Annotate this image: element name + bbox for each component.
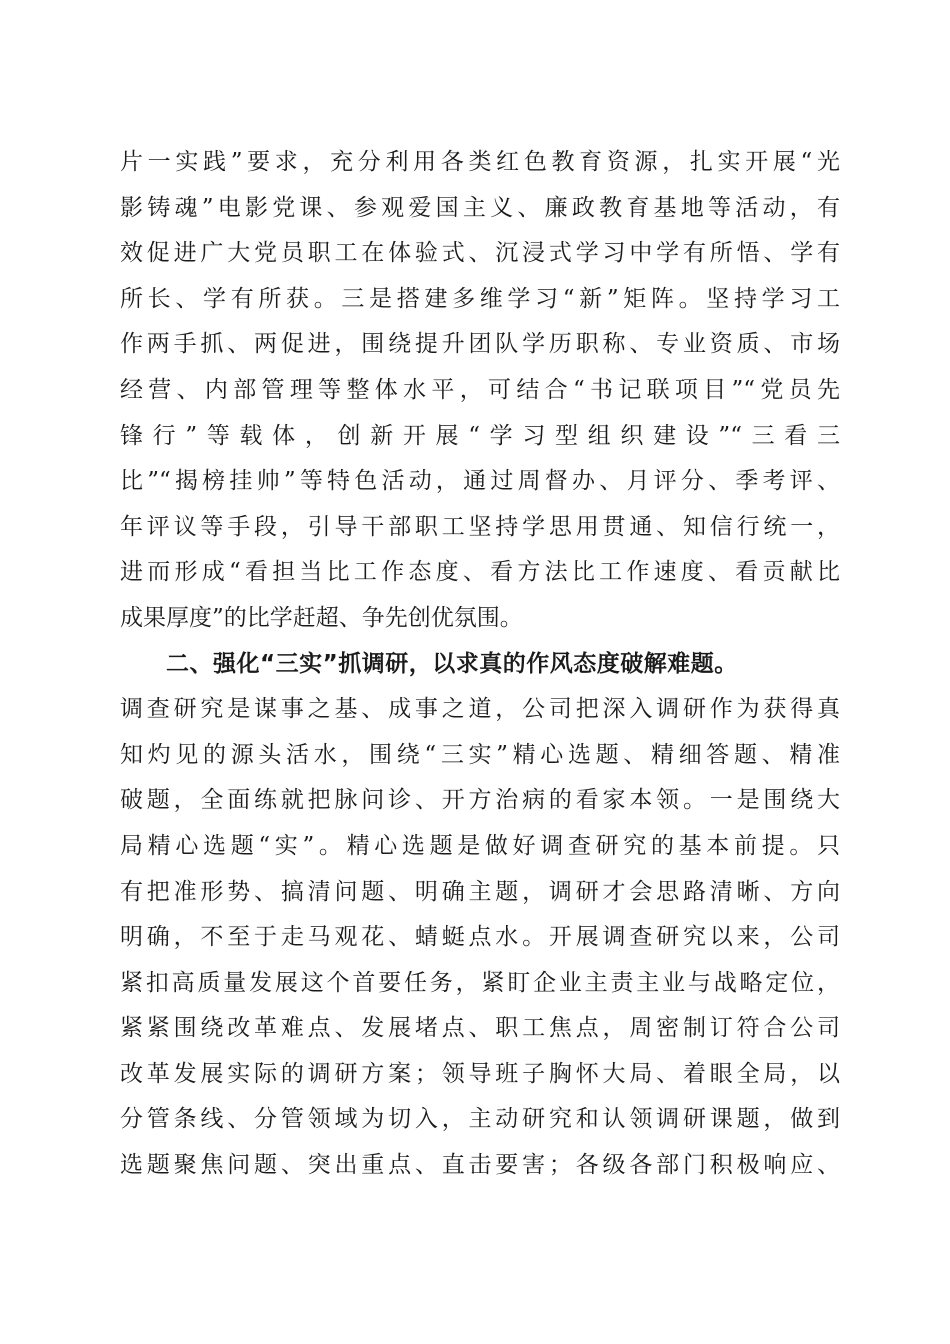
text-line: 改革发展实际的调研方案；领导班子胸怀大局、着眼全局，以 [120, 1060, 840, 1087]
text-line: 所长、学有所获。三是搭建多维学习“新”矩阵。坚持学习工 [120, 285, 840, 312]
text-line: 有把准形势、搞清问题、明确主题，调研才会思路清晰、方向 [120, 878, 840, 905]
paragraph-1 [120, 140, 840, 642]
document-body [120, 140, 840, 1189]
paragraph-2 [120, 687, 840, 1189]
text-line: 分管条线、分管领域为切入，主动研究和认领调研课题，做到 [120, 1106, 840, 1133]
text-line: 选题聚焦问题、突出重点、直击要害；各级各部门积极响应、 [120, 1152, 840, 1179]
text-line: 成果厚度”的比学赶超、争先创优氛围。 [120, 604, 523, 631]
text-line: 年评议等手段，引导干部职工坚持学思用贯通、知信行统一， [120, 513, 840, 540]
text-line: 局精心选题“实”。精心选题是做好调查研究的基本前提。只 [120, 832, 840, 859]
text-line: 破题，全面练就把脉问诊、开方治病的看家本领。一是围绕大 [120, 787, 840, 814]
text-line: 调查研究是谋事之基、成事之道，公司把深入调研作为获得真 [120, 696, 840, 723]
text-line: 效促进广大党员职工在体验式、沉浸式学习中学有所悟、学有 [120, 240, 840, 267]
text-line: 经营、内部管理等整体水平，可结合“书记联项目”“党员先 [120, 376, 840, 403]
section-heading: 二、强化“三实”抓调研，以求真的作风态度破解难题。 [166, 650, 738, 677]
text-line: 紧紧围绕改革难点、发展堵点、职工焦点，周密制订符合公司 [120, 1015, 840, 1042]
text-line: 锋行”等载体，创新开展“学习型组织建设”“三看三 [120, 422, 840, 449]
text-line: 知灼见的源头活水，围绕“三实”精心选题、精细答题、精准 [120, 741, 840, 768]
text-line: 明确，不至于走马观花、蜻蜓点水。开展调查研究以来，公司 [120, 924, 840, 951]
text-line: 进而形成“看担当比工作态度、看方法比工作速度、看贡献比 [120, 559, 840, 586]
text-line: 影铸魂”电影党课、参观爱国主义、廉政教育基地等活动，有 [120, 194, 840, 221]
text-line: 作两手抓、两促进，围绕提升团队学历职称、专业资质、市场 [120, 331, 840, 358]
text-line: 比”“揭榜挂帅”等特色活动，通过周督办、月评分、季考评、 [120, 468, 840, 495]
text-line: 紧扣高质量发展这个首要任务，紧盯企业主责主业与战略定位， [120, 969, 840, 996]
text-line: 片一实践”要求，充分利用各类红色教育资源，扎实开展“光 [120, 149, 840, 175]
